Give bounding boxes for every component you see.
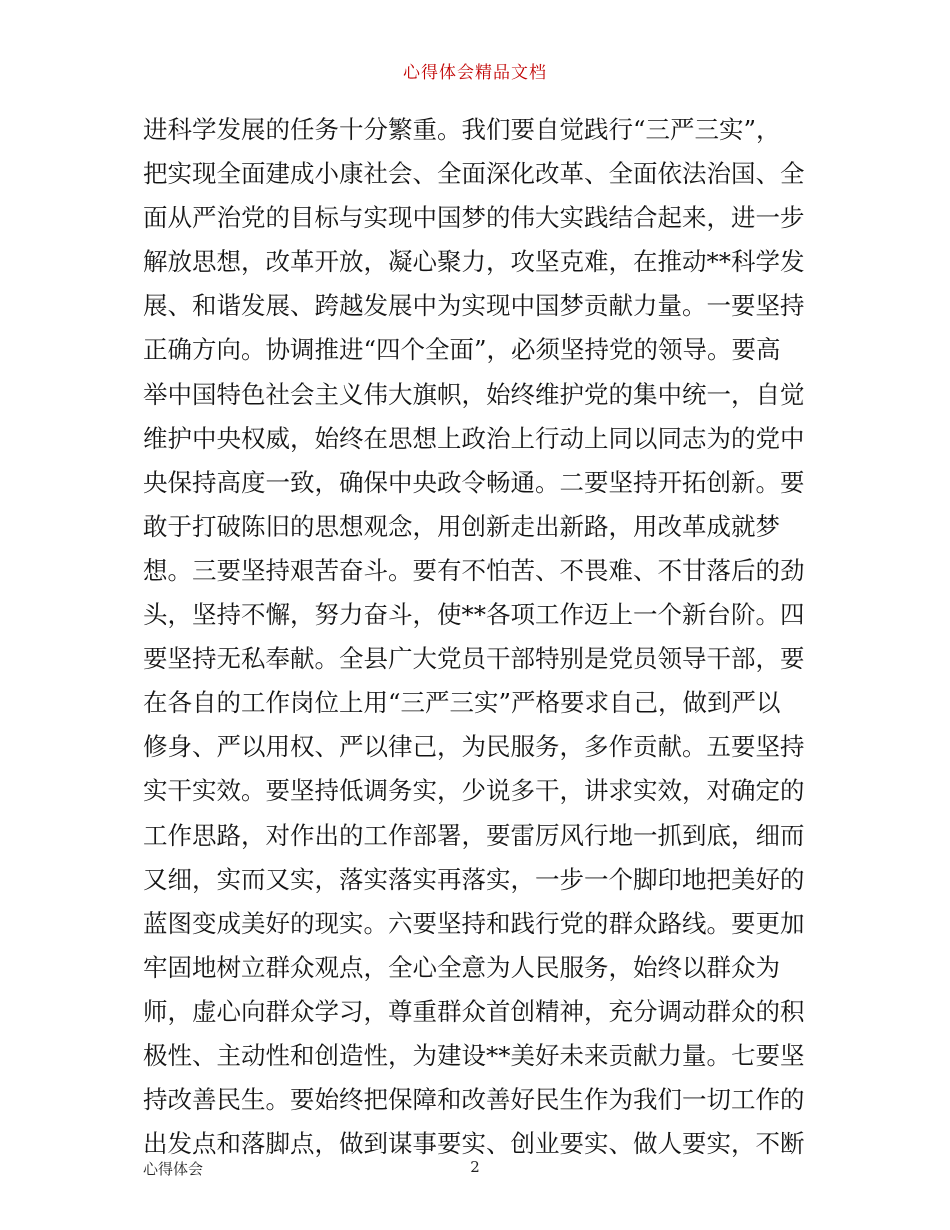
text-line: 解放思想，改革开放，凝心聚力，攻坚克难，在推动**科学发: [143, 247, 805, 277]
body-text: [143, 108, 813, 1166]
text-line: 维护中央权威，始终在思想上政治上行动上同以同志为的党中: [143, 423, 805, 453]
page-header-title: 心得体会精品文档: [403, 63, 547, 83]
text-line: 想。三要坚持艰苦奋斗。要有不怕苦、不畏难、不甘落后的劲: [143, 555, 805, 585]
text-line: 师，虚心向群众学习，尊重群众首创精神，充分调动群众的积: [143, 996, 805, 1026]
text-line: 实干实效。要坚持低调务实，少说多干，讲求实效，对确定的: [143, 776, 805, 806]
text-line: 展、和谐发展、跨越发展中为实现中国梦贡献力量。一要坚持: [143, 291, 805, 321]
text-line: 央保持高度一致，确保中央政令畅通。二要坚持开拓创新。要: [143, 467, 805, 497]
text-line: 极性、主动性和创造性，为建设**美好未来贡献力量。七要坚: [143, 1040, 805, 1070]
page-number: 2: [470, 1158, 480, 1176]
text-line: 进科学发展的任务十分繁重。我们要自觉践行“三严三实”，: [143, 115, 781, 144]
text-line: 持改善民生。要始终把保障和改善好民生作为我们一切工作的: [143, 1085, 805, 1115]
footer-label: 心得体会: [143, 1160, 204, 1178]
text-line: 面从严治党的目标与实现中国梦的伟大实践结合起来，进一步: [143, 203, 805, 233]
text-line: 把实现全面建成小康社会、全面深化改革、全面依法治国、全: [143, 159, 805, 189]
text-line: 牢固地树立群众观点，全心全意为人民服务，始终以群众为: [143, 952, 780, 982]
text-line: 正确方向。协调推进“四个全面”，必须坚持党的领导。要高: [143, 335, 781, 365]
text-line: 蓝图变成美好的现实。六要坚持和践行党的群众路线。要更加: [143, 908, 805, 938]
text-line: 头，坚持不懈，努力奋斗，使**各项工作迈上一个新台阶。四: [143, 600, 805, 630]
text-line: 工作思路，对作出的工作部署，要雷厉风行地一抓到底，细而: [143, 820, 805, 850]
text-line: 在各自的工作岗位上用“三严三实”严格要求自己，做到严以: [143, 688, 781, 718]
text-line: 举中国特色社会主义伟大旗帜，始终维护党的集中统一，自觉: [143, 379, 805, 409]
text-line: 出发点和落脚点，做到谋事要实、创业要实、做人要实，不断: [143, 1129, 805, 1159]
text-line: 敢于打破陈旧的思想观念，用创新走出新路，用改革成就梦: [143, 511, 780, 541]
text-line: 修身、严以用权、严以律己，为民服务，多作贡献。五要坚持: [143, 732, 805, 762]
text-line: 要坚持无私奉献。全县广大党员干部特别是党员领导干部，要: [143, 644, 805, 674]
text-line: 又细，实而又实，落实落实再落实，一步一个脚印地把美好的: [143, 864, 805, 894]
